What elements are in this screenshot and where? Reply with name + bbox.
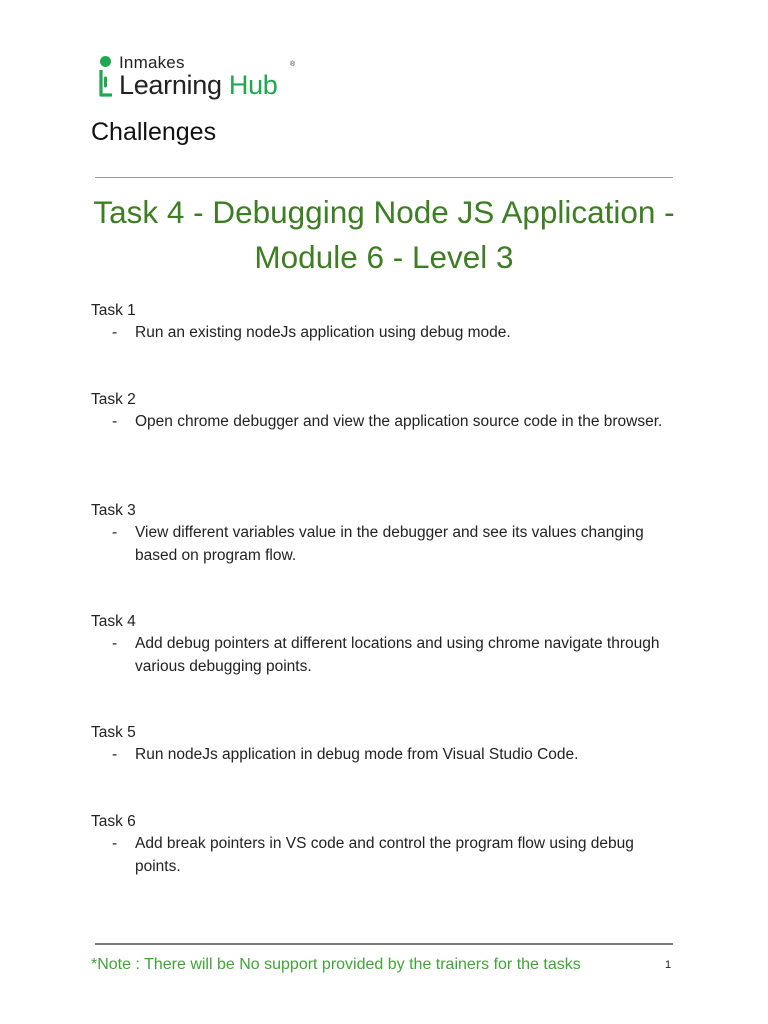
- task-item: [91, 522, 681, 567]
- logo: [99, 54, 309, 104]
- logo-wordmark: [119, 70, 278, 100]
- task-block: [91, 611, 681, 678]
- task-text: Add debug pointers at different locations and using chrome navigate through various debugging points.: [135, 635, 660, 675]
- task-item: [91, 322, 681, 345]
- bullet-dash: -: [112, 324, 118, 341]
- task-item: [91, 633, 681, 678]
- task-text: Open chrome debugger and view the application source code in the browser.: [135, 413, 663, 430]
- task-item: [91, 744, 681, 767]
- bullet-dash: -: [112, 413, 118, 430]
- page-number: 1: [665, 959, 672, 971]
- top-divider: [95, 177, 673, 178]
- task-block: [91, 389, 681, 434]
- registered-mark: ®: [290, 61, 296, 68]
- task-label: Task 6: [91, 813, 136, 830]
- bullet-dash: -: [112, 524, 118, 541]
- task-text: Add break pointers in VS code and control the program flow using debug points.: [135, 835, 634, 875]
- task-block: [91, 500, 681, 567]
- task-text: Run an existing nodeJs application using debug mode.: [135, 324, 511, 341]
- section-title: Challenges: [91, 118, 217, 146]
- footer-divider: [95, 943, 673, 945]
- logo-mark-icon: [99, 54, 113, 104]
- task-label: Task 2: [91, 391, 136, 408]
- task-text: Run nodeJs application in debug mode from Visual Studio Code.: [135, 746, 579, 763]
- task-item: [91, 411, 681, 434]
- logo-wordmark-main: Learning: [119, 70, 222, 100]
- bullet-dash: -: [112, 835, 118, 852]
- task-block: [91, 300, 681, 345]
- task-item: [91, 833, 681, 878]
- bullet-dash: -: [112, 635, 118, 652]
- task-label: Task 3: [91, 502, 136, 519]
- task-label: Task 5: [91, 724, 136, 741]
- task-text: View different variables value in the debugger and see its values changing based on program flow.: [135, 524, 644, 564]
- bullet-dash: -: [112, 746, 118, 763]
- task-block: [91, 722, 681, 767]
- logo-wordmark-accent: Hub: [228, 70, 278, 100]
- task-block: [91, 811, 681, 878]
- footer-note: *Note : There will be No support provided by the trainers for the tasks: [91, 956, 581, 973]
- logo-small-text: Inmakes: [119, 53, 185, 72]
- task-label: Task 4: [91, 613, 136, 630]
- document-title: Task 4 - Debugging Node JS Application - Module 6 - Level 3: [93, 194, 675, 275]
- task-label: Task 1: [91, 302, 136, 319]
